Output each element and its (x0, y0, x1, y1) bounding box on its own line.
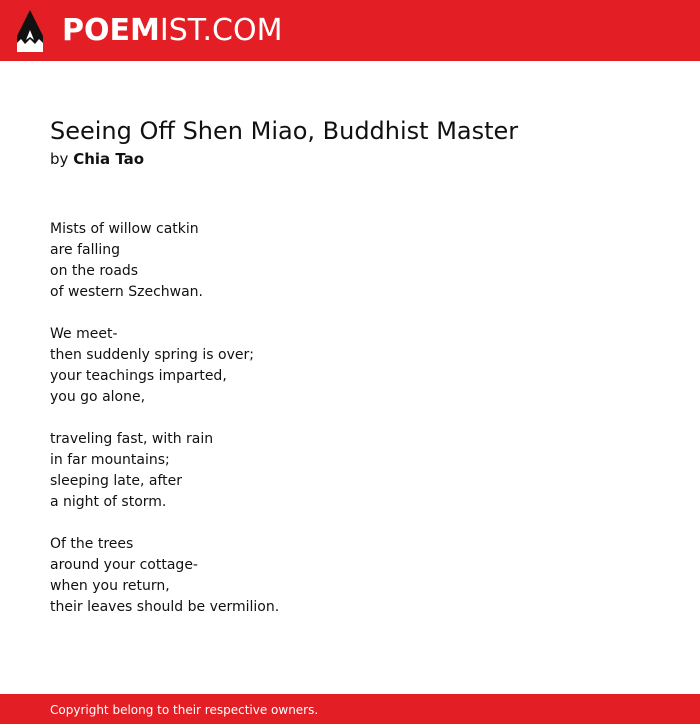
poem-line: you go alone, (50, 389, 146, 405)
by-label: by (50, 150, 69, 168)
poem-line: of western Szechwan. (50, 284, 204, 300)
poem-line: around your cottage- (50, 557, 198, 573)
stanza (50, 534, 650, 618)
poem-line: on the roads (50, 263, 139, 279)
poem-line: sleeping late, after (50, 473, 182, 489)
logo-wordmark (62, 9, 282, 53)
stanza (50, 429, 650, 513)
author-name[interactable]: Chia Tao (73, 150, 145, 168)
poem-line: Of the trees (50, 536, 134, 552)
poem-line: Mists of willow catkin (50, 221, 199, 237)
logo-text-bold: POEM (62, 13, 160, 48)
poem-line: your teachings imparted, (50, 368, 227, 384)
site-logo[interactable] (17, 9, 282, 53)
site-header (0, 0, 700, 61)
poem-line: their leaves should be vermilion. (50, 599, 280, 615)
stanza (50, 219, 650, 303)
copyright-notice: Copyright belong to their respective owners. (50, 703, 319, 717)
poem-line: We meet- (50, 326, 118, 342)
poem-line: are falling (50, 242, 121, 258)
pencil-icon (17, 10, 43, 52)
site-footer (0, 694, 700, 724)
stanza (50, 324, 650, 408)
poem-title: Seeing Off Shen Miao, Buddhist Master (50, 117, 519, 145)
logo-text-light: IST.COM (159, 13, 283, 48)
poem-line: a night of storm. (50, 494, 167, 510)
poem-line: traveling fast, with rain (50, 431, 214, 447)
byline (50, 148, 144, 170)
poem-line: then suddenly spring is over; (50, 347, 254, 363)
poem-line: when you return, (50, 578, 170, 594)
poem-line: in far mountains; (50, 452, 170, 468)
poem-body (50, 219, 650, 639)
